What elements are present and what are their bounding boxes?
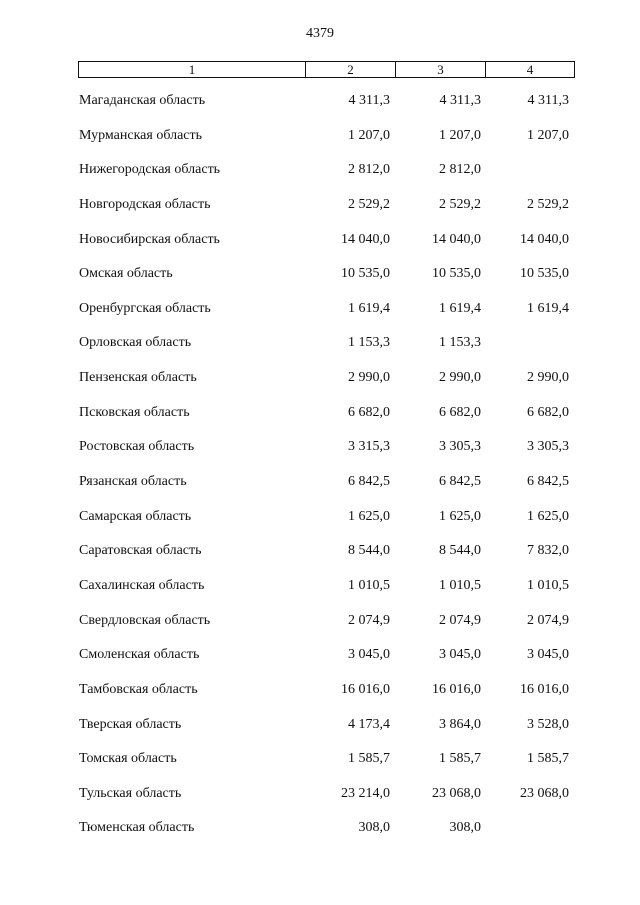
region-name: Омская область: [79, 266, 173, 282]
value-col-4: 10 535,0: [520, 266, 569, 282]
value-col-4: 1 625,0: [527, 508, 569, 524]
value-col-2: 3 315,3: [348, 439, 390, 455]
value-col-4: 16 016,0: [520, 681, 569, 697]
value-col-4: 2 990,0: [527, 370, 569, 386]
value-col-3: 1 619,4: [439, 300, 481, 316]
value-col-2: 2 074,9: [348, 612, 390, 628]
region-name: Тульская область: [79, 785, 182, 801]
region-name: Орловская область: [79, 335, 192, 351]
value-col-3: 1 585,7: [439, 751, 481, 767]
value-col-3: 16 016,0: [432, 681, 481, 697]
value-col-2: 4 173,4: [348, 716, 390, 732]
value-col-3: 6 842,5: [439, 474, 481, 490]
value-col-2: 1 010,5: [348, 577, 390, 593]
value-col-2: 2 529,2: [348, 196, 390, 212]
region-name: Ростовская область: [79, 439, 195, 455]
value-col-3: 14 040,0: [432, 231, 481, 247]
value-col-3: 1 153,3: [439, 335, 481, 351]
table-row: [0, 399, 640, 434]
value-col-2: 6 682,0: [348, 404, 390, 420]
table-row: [0, 329, 640, 364]
value-col-3: 1 010,5: [439, 577, 481, 593]
value-col-3: 10 535,0: [432, 266, 481, 282]
column-header-row: [79, 62, 575, 78]
table-row: [0, 711, 640, 746]
table-row: [0, 156, 640, 191]
value-col-4: 1 619,4: [527, 300, 569, 316]
value-col-3: 2 990,0: [439, 370, 481, 386]
table-row: [0, 87, 640, 122]
region-name: Оренбургская область: [79, 300, 211, 316]
value-col-3: 2 529,2: [439, 196, 481, 212]
value-col-2: 2 990,0: [348, 370, 390, 386]
value-col-4: 1 207,0: [527, 127, 569, 143]
value-col-4: 6 842,5: [527, 474, 569, 490]
value-col-4: 1 585,7: [527, 751, 569, 767]
column-header-4: 4: [486, 62, 575, 78]
value-col-4: 23 068,0: [520, 785, 569, 801]
value-col-4: 2 074,9: [527, 612, 569, 628]
table-row: [0, 607, 640, 642]
value-col-4: 1 010,5: [527, 577, 569, 593]
region-name: Мурманская область: [79, 127, 203, 143]
region-name: Пензенская область: [79, 370, 197, 386]
value-col-4: 3 305,3: [527, 439, 569, 455]
value-col-3: 2 074,9: [439, 612, 481, 628]
table-row: [0, 537, 640, 572]
region-name: Новосибирская область: [79, 231, 220, 247]
region-name: Рязанская область: [79, 474, 187, 490]
region-name: Нижегородская область: [79, 162, 221, 178]
value-col-3: 3 305,3: [439, 439, 481, 455]
value-col-4: 3 528,0: [527, 716, 569, 732]
table-row: [0, 780, 640, 815]
region-name: Тюменская область: [79, 820, 195, 836]
value-col-2: 10 535,0: [341, 266, 390, 282]
table-row: [0, 260, 640, 295]
region-name: Тверская область: [79, 716, 182, 732]
region-name: Саратовская область: [79, 543, 202, 559]
value-col-3: 1 625,0: [439, 508, 481, 524]
value-col-3: 8 544,0: [439, 543, 481, 559]
value-col-3: 2 812,0: [439, 162, 481, 178]
value-col-2: 8 544,0: [348, 543, 390, 559]
value-col-3: 23 068,0: [432, 785, 481, 801]
table-row: [0, 122, 640, 157]
value-col-3: 3 045,0: [439, 647, 481, 663]
region-name: Свердловская область: [79, 612, 211, 628]
value-col-2: 16 016,0: [341, 681, 390, 697]
value-col-2: 1 585,7: [348, 751, 390, 767]
table-row: [0, 191, 640, 226]
value-col-3: 3 864,0: [439, 716, 481, 732]
value-col-2: 308,0: [358, 820, 390, 836]
value-col-2: 3 045,0: [348, 647, 390, 663]
value-col-3: 308,0: [449, 820, 481, 836]
value-col-3: 6 682,0: [439, 404, 481, 420]
column-header-table: [78, 61, 575, 78]
value-col-2: 6 842,5: [348, 474, 390, 490]
value-col-2: 1 207,0: [348, 127, 390, 143]
value-col-4: 2 529,2: [527, 196, 569, 212]
table-row: [0, 364, 640, 399]
region-name: Сахалинская область: [79, 577, 205, 593]
region-name: Псковская область: [79, 404, 190, 420]
value-col-4: 14 040,0: [520, 231, 569, 247]
region-name: Тамбовская область: [79, 681, 198, 697]
value-col-3: 4 311,3: [439, 93, 481, 108]
table-row: [0, 745, 640, 780]
value-col-3: 1 207,0: [439, 127, 481, 143]
value-col-2: 1 619,4: [348, 300, 390, 316]
region-name: Смоленская область: [79, 647, 200, 663]
region-name: Томская область: [79, 751, 177, 767]
table-row: [0, 572, 640, 607]
column-header-3: 3: [396, 62, 486, 78]
table-row: [0, 468, 640, 503]
value-col-2: 2 812,0: [348, 162, 390, 178]
value-col-2: 4 311,3: [348, 93, 390, 108]
page-number: 4379: [306, 26, 334, 41]
table-row: [0, 226, 640, 261]
column-header-2: 2: [306, 62, 396, 78]
region-name: Магаданская область: [79, 93, 206, 108]
region-name: Новгородская область: [79, 196, 211, 212]
value-col-4: 6 682,0: [527, 404, 569, 420]
value-col-2: 1 625,0: [348, 508, 390, 524]
table-row: [0, 503, 640, 538]
value-col-4: 4 311,3: [527, 93, 569, 108]
value-col-2: 23 214,0: [341, 785, 390, 801]
region-name: Самарская область: [79, 508, 192, 524]
column-header-1: 1: [79, 62, 306, 78]
region-rows: [0, 87, 640, 849]
value-col-2: 14 040,0: [341, 231, 390, 247]
value-col-2: 1 153,3: [348, 335, 390, 351]
value-col-4: 3 045,0: [527, 647, 569, 663]
table-row: [0, 676, 640, 711]
table-row: [0, 814, 640, 849]
value-col-4: 7 832,0: [527, 543, 569, 559]
table-row: [0, 641, 640, 676]
table-row: [0, 295, 640, 330]
table-row: [0, 433, 640, 468]
